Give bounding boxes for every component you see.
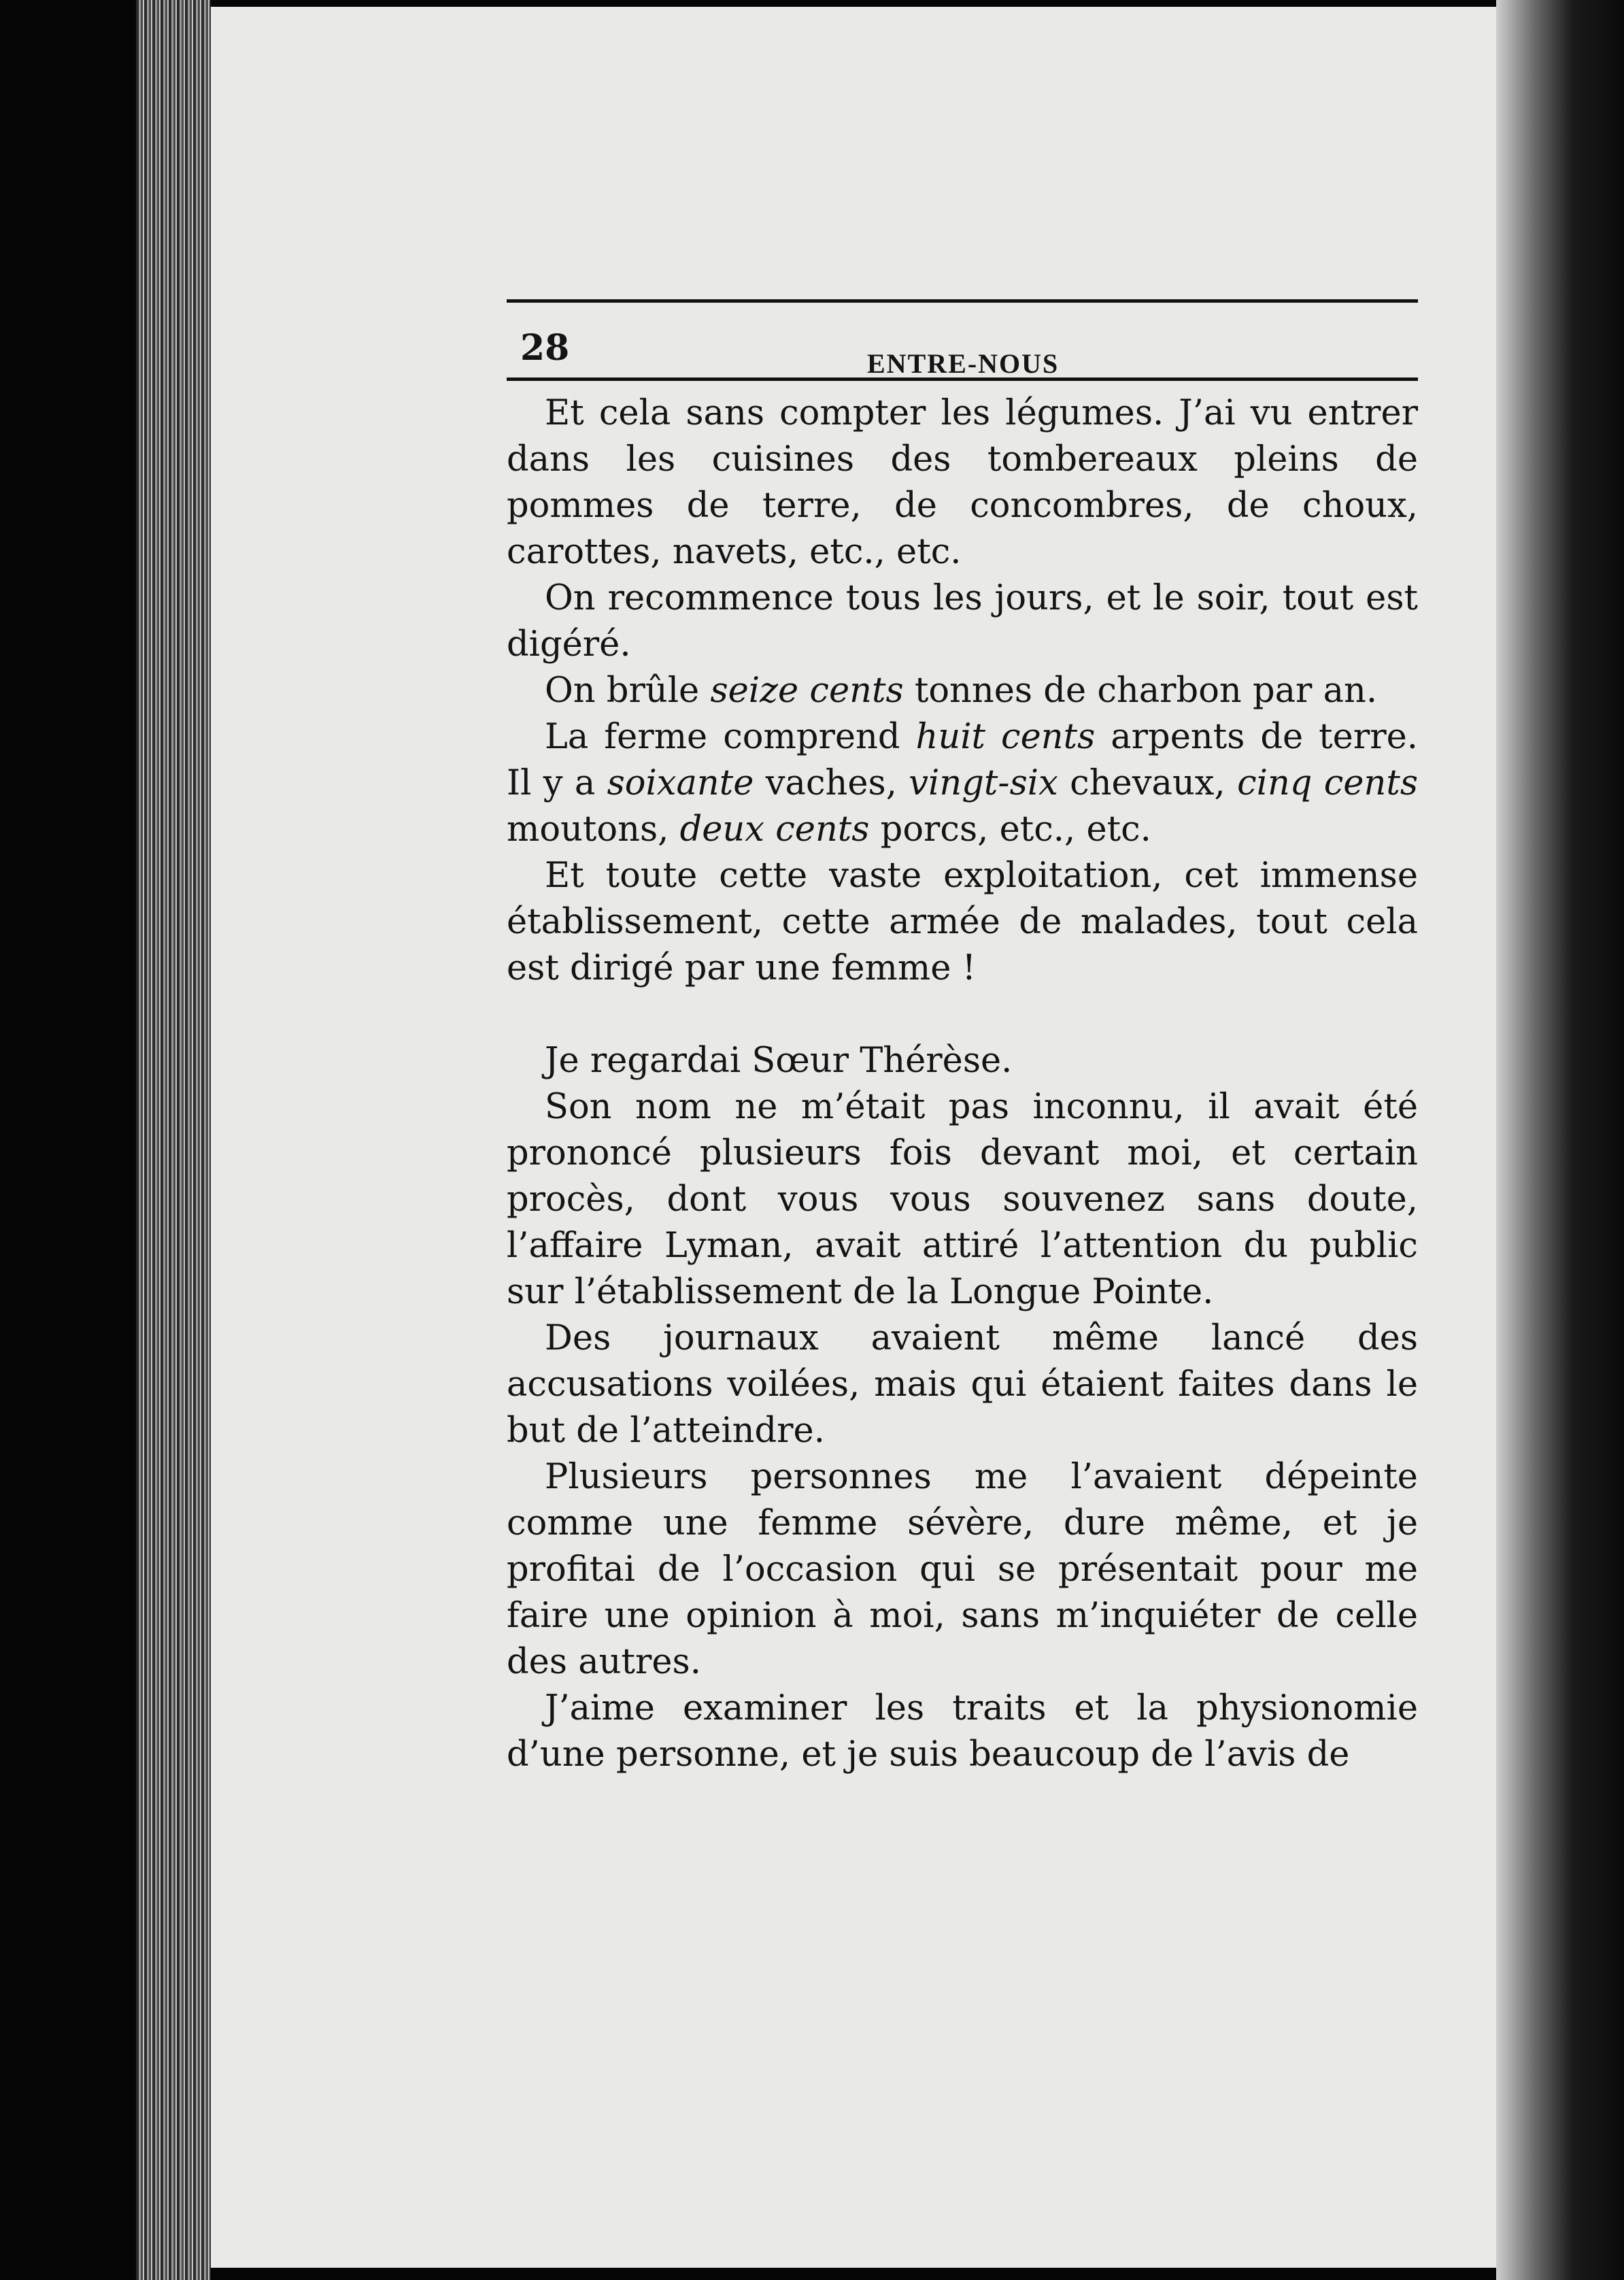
text-run: La ferme comprend: [545, 717, 916, 757]
paragraph: Son nom ne m’était pas inconnu, il avait été prononcé plusieurs fois devant moi, et certain procès, dont vous vous souvenez sans doute, l’affaire Lyman, avait attiré l’attention du public sur l’établissement de la Longue Pointe.: [507, 1087, 1418, 1312]
paragraph: J’aime examiner les traits et la physionomie d’une personne, et je suis beaucoup de l’avis de: [507, 1688, 1418, 1775]
italic-run: huit cents: [915, 717, 1096, 757]
text-run: chevaux,: [1058, 763, 1238, 803]
page-number: 28: [520, 327, 570, 369]
page-header: [507, 303, 1418, 378]
italic-run: deux cents: [679, 809, 870, 850]
body-text: [507, 390, 1418, 1778]
italic-run: seize cents: [710, 671, 904, 711]
paragraph: Des journaux avaient même lancé des accusations voilées, mais qui étaient faites dans le but de l’atteindre.: [507, 1318, 1418, 1451]
binding-shadow: [1496, 0, 1624, 2280]
paragraph: Plusieurs personnes me l’avaient dépeinte comme une femme sévère, dure même, et je profitai de l’occasion qui se présentait pour me faire une opinion à moi, sans m’inquiéter de celle des autres.: [507, 1457, 1418, 1682]
paragraph: [507, 668, 1418, 714]
text-run: porcs, etc., etc.: [869, 809, 1151, 850]
paragraph: Je regardai Sœur Thérèse.: [545, 1041, 1013, 1081]
italic-run: soixante: [607, 763, 754, 803]
text-run: vaches,: [754, 763, 909, 803]
text-run: On brûle: [545, 671, 711, 711]
italic-run: vingt-six: [909, 763, 1058, 803]
page-content: [507, 299, 1418, 1778]
paragraph: [507, 714, 1418, 853]
paragraph: On recommence tous les jours, et le soir, tout est digéré.: [507, 578, 1418, 665]
text-run: tonnes de charbon par an.: [903, 671, 1378, 711]
text-run: moutons,: [507, 809, 680, 850]
text-run: arpents de terre. Il y a: [507, 717, 1419, 803]
italic-run: cinq cents: [1237, 763, 1418, 803]
page-edges: [136, 0, 211, 2280]
paragraph: Et toute cette vaste exploitation, cet immense établissement, cette armée de malades, tout cela est dirigé par une femme !: [507, 856, 1418, 988]
paragraph: Et cela sans compter les légumes. J’ai vu entrer dans les cuisines des tombereaux pleins de pommes de terre, de concombres, de choux, carottes, navets, etc., etc.: [507, 393, 1418, 572]
running-title: ENTRE-NOUS: [867, 348, 1060, 379]
